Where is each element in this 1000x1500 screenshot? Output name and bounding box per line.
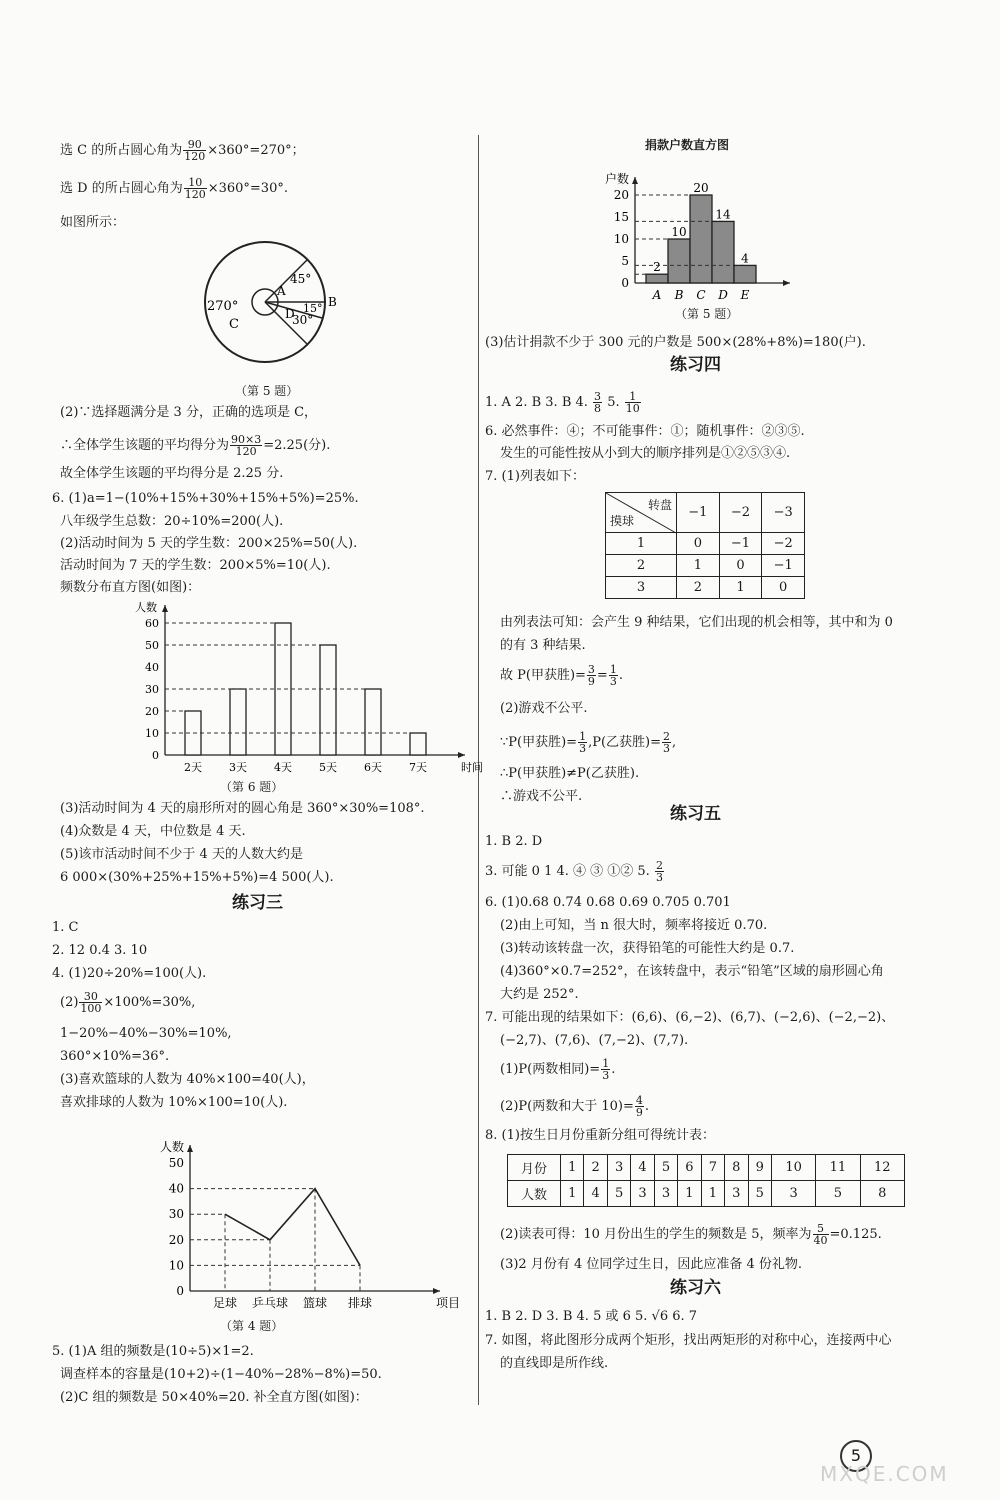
y-tick-label: 30: [168, 1207, 184, 1222]
data-label: 20: [693, 181, 709, 195]
pie-label: A: [277, 284, 286, 298]
text-line: ∴P(甲获胜)≠P(乙获胜).: [500, 766, 640, 781]
pie-label: 15°: [303, 302, 323, 315]
y-axis-label: 户数: [605, 172, 630, 186]
text-line: 7. 如图，将此图形分成两个矩形，找出两矩形的对称中心，连接两中心: [485, 1333, 892, 1348]
table-cell: 3: [654, 1181, 677, 1207]
text-line: 1−20%−40%−30%=10%,: [60, 1026, 232, 1041]
text-line: 由列表法可知：会产生 9 种结果，它们出现的机会相等，其中和为 0: [500, 615, 893, 630]
text-line: (3)喜欢篮球的人数为 40%×100=40(人)，: [60, 1072, 315, 1087]
table-cell: 2: [606, 555, 677, 577]
page-number: 5: [840, 1440, 872, 1472]
table-header-cell: −2: [719, 493, 762, 533]
pie-label: B: [328, 295, 337, 309]
x-tick-label: 足球: [212, 1296, 238, 1310]
text-line: 的有 3 种结果.: [500, 638, 586, 653]
text-line: (3)转动该转盘一次，获得铅笔的可能性大约是 0.7.: [500, 941, 795, 956]
x-tick-label: 5天: [319, 761, 337, 774]
text-line: 故全体学生该题的平均得分是 2.25 分.: [60, 466, 284, 481]
x-tick-label: 7天: [409, 761, 427, 774]
table-cell: 11: [816, 1155, 860, 1181]
table-cell: 1: [678, 1181, 701, 1207]
text-line: 故 P(甲获胜)= $\frac{3}{9}$ = $\frac{1}{3}$ .: [500, 663, 623, 688]
x-tick-label: 乒乓球: [251, 1296, 289, 1310]
section-heading: 练习六: [670, 1278, 721, 1298]
text-line: 7. (1)列表如下：: [485, 469, 585, 484]
text-line: 360°×10%=36°.: [60, 1049, 170, 1064]
table-cell: −1: [762, 555, 805, 577]
text-line: 活动时间为 7 天的学生数：200×5%=10(人).: [60, 558, 331, 573]
y-axis-arrow: [162, 605, 168, 612]
text-line: 如图所示：: [60, 215, 126, 230]
data-label: 14: [715, 207, 731, 222]
table-cell: 8: [725, 1155, 748, 1181]
text-line: 喜欢排球的人数为 10%×100=10(人).: [60, 1095, 288, 1110]
x-tick-label: D: [718, 288, 728, 302]
section-heading: 练习五: [670, 804, 721, 824]
data-label: 2: [653, 260, 661, 275]
table-header-cell: −3: [762, 493, 805, 533]
bar: [320, 645, 336, 755]
figure-caption: （第 4 题）: [220, 1319, 284, 1333]
table-cell: 3: [725, 1181, 748, 1207]
bar: [734, 265, 756, 283]
x-axis-arrow: [458, 752, 465, 758]
x-axis-arrow: [433, 1288, 440, 1294]
table-cell: 2: [584, 1155, 607, 1181]
text-line: 7. 可能出现的结果如下：(6,6)、(6,−2)、(6,7)、(−2,6)、(−2,−2)、: [485, 1010, 895, 1025]
y-tick-label: 50: [168, 1156, 184, 1170]
section-heading: 练习四: [670, 355, 721, 375]
x-axis-label: 时间: [461, 761, 483, 774]
text-line: 1. B 2. D: [485, 834, 543, 849]
y-tick-label: 10: [145, 727, 159, 740]
text-line: (2)∵选择题满分是 3 分，正确的选项是 C，: [60, 405, 318, 420]
table-cell: 3: [771, 1181, 815, 1207]
watermark: MXQE.COM: [820, 1462, 949, 1486]
x-tick-label: 4天: [274, 761, 292, 774]
x-axis-label: 项目: [436, 1296, 461, 1310]
text-line: 调查样本的容量是(10+2)÷(1−40%−28%−8%)=50.: [60, 1367, 382, 1382]
table-cell: 3: [631, 1181, 654, 1207]
text-line: 1. C: [52, 920, 79, 935]
pie-chart: [205, 240, 405, 380]
section-heading: 练习三: [232, 893, 283, 913]
text-line: (2)读表可得：10 月份出生的学生的频数是 5，频率为 $\frac{5}{40}$ =0.125.: [500, 1222, 882, 1247]
y-axis-arrow: [632, 177, 638, 184]
series-line: [225, 1189, 360, 1266]
data-label: 10: [671, 225, 687, 239]
text-line: 6. (1)0.68 0.74 0.68 0.69 0.705 0.701: [485, 895, 731, 910]
bar: [712, 221, 734, 283]
table-cell: 4: [584, 1181, 607, 1207]
text-line: 6. (1)a=1−(10%+15%+30%+15%+5%)=25%.: [52, 491, 359, 506]
text-line: 1. A 2. B 3. B 4. $\frac{3}{8}$ 5. $\frac{1}{10}$: [485, 390, 640, 415]
birthday-table: [507, 1154, 905, 1207]
table-corner-cell: [606, 493, 677, 533]
table-cell: 8: [860, 1181, 904, 1207]
text-line: 4. (1)20÷20%=100(人).: [52, 966, 207, 981]
y-tick-label: 20: [613, 188, 629, 202]
x-tick-label: B: [674, 288, 684, 302]
table-cell: 10: [771, 1155, 815, 1181]
y-tick-label: 15: [613, 210, 629, 224]
pie-label: C: [229, 317, 239, 332]
y-tick-label: 5: [621, 254, 629, 268]
table-cell: 5: [607, 1181, 630, 1207]
text-line: (4)360°×0.7=252°，在该转盘中，表示“铅笔”区域的扇形圆心角: [500, 964, 884, 979]
x-tick-label: 排球: [347, 1296, 373, 1310]
text-line: 八年级学生总数：20÷10%=200(人).: [60, 514, 284, 529]
y-tick-label: 60: [145, 617, 159, 630]
text-line: (2) $\frac{30}{100}$ ×100%=30%,: [60, 990, 196, 1015]
bar: [668, 239, 690, 283]
text-line: (4)众数是 4 天，中位数是 4 天.: [60, 824, 246, 839]
table-cell: 0: [719, 555, 762, 577]
x-tick-label: 6天: [364, 761, 382, 774]
line-chart-q4: [140, 1115, 480, 1315]
table-cell: 0: [677, 533, 720, 555]
pie-label: 45°: [290, 272, 312, 286]
bar: [690, 195, 712, 283]
x-axis-arrow: [783, 280, 790, 286]
table-cell: 1: [677, 555, 720, 577]
text-line: (3)估计捐款不少于 300 元的户数是 500×(28%+8%)=180(户).: [485, 335, 866, 350]
table-cell: 3: [607, 1155, 630, 1181]
text-line: 3. 可能 0 1 4. ④ ③ ①② 5. $\frac{2}{3}$: [485, 859, 663, 884]
text-line: (5)该市活动时间不少于 4 天的人数大约是: [60, 847, 303, 862]
text-line: (2)活动时间为 5 天的学生数：200×25%=50(人).: [60, 536, 358, 551]
x-tick-label: 篮球: [302, 1296, 328, 1310]
results-table: [605, 492, 805, 599]
table-header-cell: −1: [677, 493, 720, 533]
table-cell: 7: [701, 1155, 724, 1181]
text-line: 6 000×(30%+25%+15%+5%)=4 500(人).: [60, 870, 334, 885]
bar: [230, 689, 246, 755]
bar: [410, 733, 426, 755]
text-line: (2)P(两数和大于 10)= $\frac{4}{9}$ .: [500, 1094, 650, 1119]
pie-label: 270°: [207, 299, 239, 314]
pie-label: 30°: [292, 313, 314, 327]
y-tick-label: 40: [145, 661, 159, 674]
text-line: (3)2 月份有 4 位同学过生日，因此应准备 4 份礼物.: [500, 1257, 803, 1272]
x-tick-label: E: [740, 288, 750, 302]
text-line: 1. B 2. D 3. B 4. 5 或 6 5. √6 6. 7: [485, 1309, 698, 1324]
y-tick-label: 40: [168, 1181, 184, 1196]
bar: [365, 689, 381, 755]
table-cell: 5: [654, 1155, 677, 1181]
text-line: 发生的可能性按从小到大的顺序排列是①②⑤③④.: [500, 446, 791, 461]
y-tick-label: 20: [145, 705, 159, 718]
table-cell: 1: [561, 1155, 584, 1181]
table-header-cell: 月份: [508, 1155, 561, 1181]
text-line: (3)活动时间为 4 天的扇形所对的圆心角是 360°×30%=108°.: [60, 801, 425, 816]
table-cell: 2: [677, 577, 720, 599]
text-line: (2)由上可知，当 n 很大时，频率将接近 0.70.: [500, 918, 768, 933]
table-cell: 0: [762, 577, 805, 599]
table-header-cell: 人数: [508, 1181, 561, 1207]
y-tick-label: 30: [145, 683, 159, 696]
y-axis-arrow: [187, 1145, 193, 1152]
table-cell: 4: [631, 1155, 654, 1181]
y-tick-label: 0: [176, 1284, 184, 1298]
text-line: (2)C 组的频数是 50×40%=20. 补全直方图(如图)：: [60, 1390, 368, 1405]
header-label: 摸球: [610, 514, 635, 528]
table-cell: 5: [816, 1181, 860, 1207]
text-line: ∴全体学生该题的平均得分为 $\frac{90\times 3}{120}$ =2.25(分).: [60, 433, 331, 458]
pie-label: D: [285, 307, 295, 321]
text-line: 的直线即是所作线.: [500, 1356, 609, 1371]
table-cell: 9: [748, 1155, 771, 1181]
table-cell: 3: [606, 577, 677, 599]
text-line: ∵P(甲获胜)= $\frac{1}{3}$ ,P(乙获胜)= $\frac{2}{3}$ ,: [500, 730, 677, 755]
table-cell: 6: [678, 1155, 701, 1181]
histogram-q6: [115, 600, 485, 780]
text-line: ∴游戏不公平.: [500, 789, 583, 804]
y-tick-label: 10: [613, 232, 629, 246]
text-line: 2. 12 0.4 3. 10: [52, 943, 148, 958]
text-line: 大约是 252°.: [500, 987, 579, 1002]
data-label: 4: [741, 251, 749, 266]
x-tick-label: 3天: [229, 761, 247, 774]
figure-caption: （第 5 题）: [235, 384, 299, 398]
text-line: (2)游戏不公平.: [500, 701, 588, 716]
x-tick-label: C: [696, 288, 706, 302]
y-tick-label: 0: [621, 276, 629, 290]
table-cell: 5: [748, 1181, 771, 1207]
y-tick-label: 10: [168, 1258, 184, 1273]
x-tick-label: A: [652, 288, 662, 302]
histogram-q5: [605, 155, 805, 305]
x-tick-label: 2天: [184, 761, 202, 774]
chart-title: 捐款户数直方图: [645, 138, 730, 152]
figure-caption: （第 6 题）: [220, 780, 284, 794]
y-tick-label: 0: [152, 749, 159, 762]
text-line: 8. (1)按生日月份重新分组可得统计表：: [485, 1128, 715, 1143]
table-cell: −1: [719, 533, 762, 555]
text-line: 频数分布直方图(如图)：: [60, 580, 201, 595]
text-line: (1)P(两数相同)= $\frac{1}{3}$ .: [500, 1057, 616, 1082]
y-tick-label: 50: [145, 639, 159, 652]
y-tick-label: 20: [168, 1232, 184, 1247]
table-cell: 1: [719, 577, 762, 599]
table-cell: 1: [561, 1181, 584, 1207]
figure-caption: （第 5 题）: [675, 307, 739, 321]
header-label: 转盘: [647, 498, 672, 512]
text-line: 选 D 的所占圆心角为 $\frac{10}{120}$ ×360°=30°.: [60, 176, 288, 201]
y-axis-label: 人数: [160, 1140, 185, 1154]
table-cell: −2: [762, 533, 805, 555]
bar: [646, 274, 668, 283]
table-cell: 1: [606, 533, 677, 555]
text-line: (−2,7)、(7,6)、(7,−2)、(7,7).: [500, 1033, 689, 1048]
text-line: 5. (1)A 组的频数是(10÷5)×1=2.: [52, 1344, 254, 1359]
table-cell: 1: [701, 1181, 724, 1207]
y-axis-label: 人数: [135, 601, 157, 614]
text-line: 选 C 的所占圆心角为 $\frac{90}{120}$ ×360°=270°；: [60, 138, 305, 163]
text-line: 6. 必然事件：④；不可能事件：①；随机事件：②③⑤.: [485, 424, 805, 439]
table-cell: 12: [860, 1155, 904, 1181]
